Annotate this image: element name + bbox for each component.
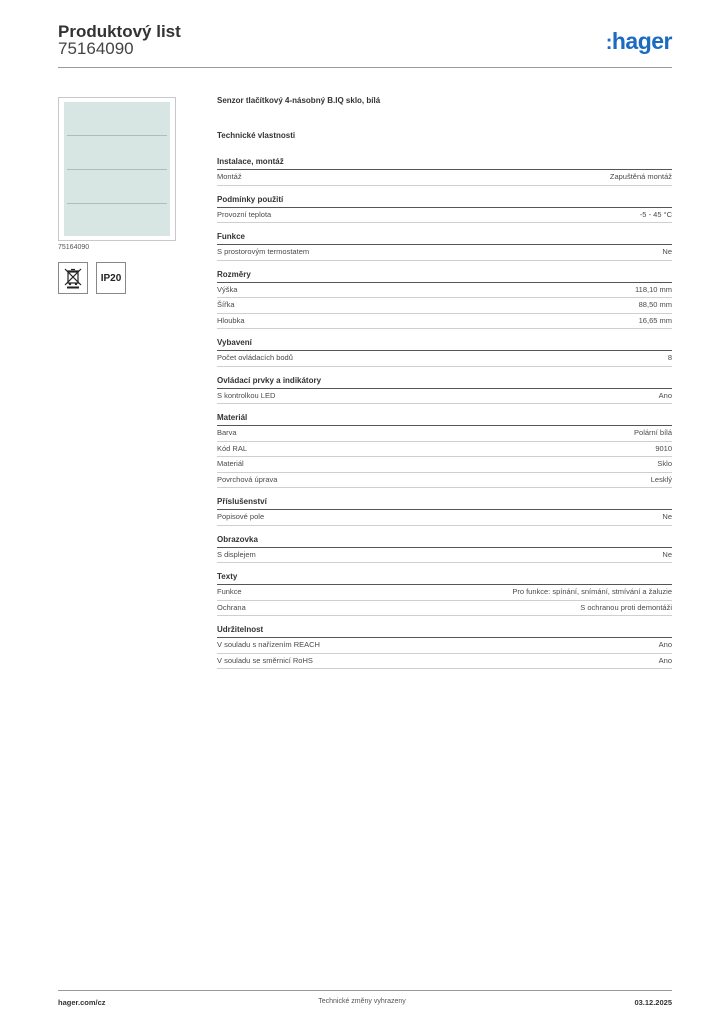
spec-label: Výška <box>217 284 238 294</box>
spec-value: 88,50 mm <box>638 300 672 309</box>
product-name: Senzor tlačítkový 4-násobný B.IQ sklo, bílá <box>217 96 381 105</box>
glass-panel <box>64 102 170 236</box>
footer-notice: Technické změny vyhrazeny <box>318 998 406 1005</box>
spec-section-title: Příslušenství <box>217 496 672 510</box>
spec-label: S displejem <box>217 549 256 559</box>
spec-section <box>217 571 672 616</box>
spec-section-title: Udržitelnost <box>217 624 672 638</box>
spec-row <box>217 208 672 224</box>
spec-label: S kontrolkou LED <box>217 390 276 400</box>
logo-text: hager <box>611 28 672 54</box>
hager-logo: :hager <box>605 28 672 54</box>
spec-value: Ne <box>662 549 672 559</box>
spec-section-title: Materiál <box>217 412 672 426</box>
spec-row <box>217 426 672 442</box>
panel-divider <box>67 169 167 170</box>
spec-label: Montáž <box>217 172 242 181</box>
spec-value: Sklo <box>657 459 672 468</box>
spec-row <box>217 245 672 261</box>
spec-section <box>217 496 672 526</box>
spec-row <box>217 314 672 330</box>
spec-section <box>217 269 672 330</box>
ip-rating-label: IP20 <box>100 272 122 284</box>
spec-section <box>217 375 672 405</box>
page-title: Produktový list <box>58 22 181 41</box>
crossed-out-wheelie-bin-icon <box>63 267 83 289</box>
spec-row <box>217 283 672 299</box>
spec-label: Provozní teplota <box>217 209 272 219</box>
spec-value: Zapuštěná montáž <box>609 172 672 181</box>
spec-value: Pro funkce: spínání, snímání, stmívání a žaluzie <box>512 587 672 596</box>
spec-value: -5 - 45 °C <box>639 209 672 219</box>
spec-section-title: Ovládací prvky a indikátory <box>217 375 672 389</box>
spec-section <box>217 156 672 186</box>
footer-date: 03.12.2025 <box>634 998 672 1007</box>
spec-section <box>217 412 672 488</box>
weee-icon-box <box>58 262 88 294</box>
spec-section-title: Funkce <box>217 231 672 245</box>
product-number: 75164090 <box>58 39 134 58</box>
footer-divider <box>58 990 672 991</box>
spec-label: V souladu s nařízením REACH <box>217 640 320 649</box>
spec-row <box>217 351 672 367</box>
spec-value: Ano <box>658 640 672 649</box>
spec-label: V souladu se směrnicí RoHS <box>217 655 313 665</box>
spec-label: Ochrana <box>217 602 246 612</box>
spec-label: Barva <box>217 428 237 437</box>
panel-divider <box>67 135 167 136</box>
spec-section-title: Texty <box>217 571 672 585</box>
spec-row <box>217 473 672 489</box>
spec-section <box>217 624 672 669</box>
spec-label: Funkce <box>217 587 242 596</box>
spec-row <box>217 510 672 526</box>
spec-label: Hloubka <box>217 315 245 325</box>
spec-value: Ano <box>658 655 672 665</box>
spec-label: Kód RAL <box>217 443 248 453</box>
product-image <box>58 97 176 241</box>
specifications-table <box>217 156 672 677</box>
spec-value: Polární bílá <box>634 428 672 437</box>
spec-value: Lesklý <box>650 474 672 484</box>
spec-section-title: Rozměry <box>217 269 672 283</box>
spec-row <box>217 638 672 654</box>
spec-value: Ne <box>662 512 672 521</box>
footer-website: hager.com/cz <box>58 998 106 1007</box>
spec-section-title: Instalace, montáž <box>217 156 672 170</box>
spec-label: Počet ovládacích bodů <box>217 353 293 362</box>
spec-value: Ano <box>658 390 672 400</box>
ip-rating-badge <box>96 262 126 294</box>
spec-row <box>217 170 672 186</box>
spec-section-title: Podmínky použití <box>217 194 672 208</box>
spec-row <box>217 457 672 473</box>
spec-label: Šířka <box>217 300 235 309</box>
spec-row <box>217 389 672 405</box>
spec-section-title: Obrazovka <box>217 534 672 548</box>
spec-label: Materiál <box>217 459 244 468</box>
spec-section <box>217 194 672 224</box>
spec-value: 8 <box>667 353 672 362</box>
spec-row <box>217 601 672 617</box>
spec-section <box>217 337 672 367</box>
spec-label: Povrchová úprava <box>217 474 278 484</box>
spec-row <box>217 442 672 458</box>
spec-section <box>217 231 672 261</box>
spec-value: 118,10 mm <box>635 284 672 294</box>
spec-row <box>217 548 672 564</box>
image-caption: 75164090 <box>58 244 90 251</box>
panel-divider <box>67 203 167 204</box>
spec-value: S ochranou proti demontáži <box>580 602 672 612</box>
spec-label: S prostorovým termostatem <box>217 247 310 256</box>
spec-label: Popisové pole <box>217 512 265 521</box>
spec-value: 16,65 mm <box>638 315 672 325</box>
spec-value: 9010 <box>655 443 672 453</box>
spec-row <box>217 585 672 601</box>
spec-row <box>217 298 672 314</box>
header-divider <box>58 67 672 68</box>
spec-value: Ne <box>662 247 672 256</box>
technical-properties-heading: Technické vlastnosti <box>217 131 296 140</box>
spec-row <box>217 654 672 670</box>
spec-section <box>217 534 672 564</box>
spec-section-title: Vybavení <box>217 337 672 351</box>
